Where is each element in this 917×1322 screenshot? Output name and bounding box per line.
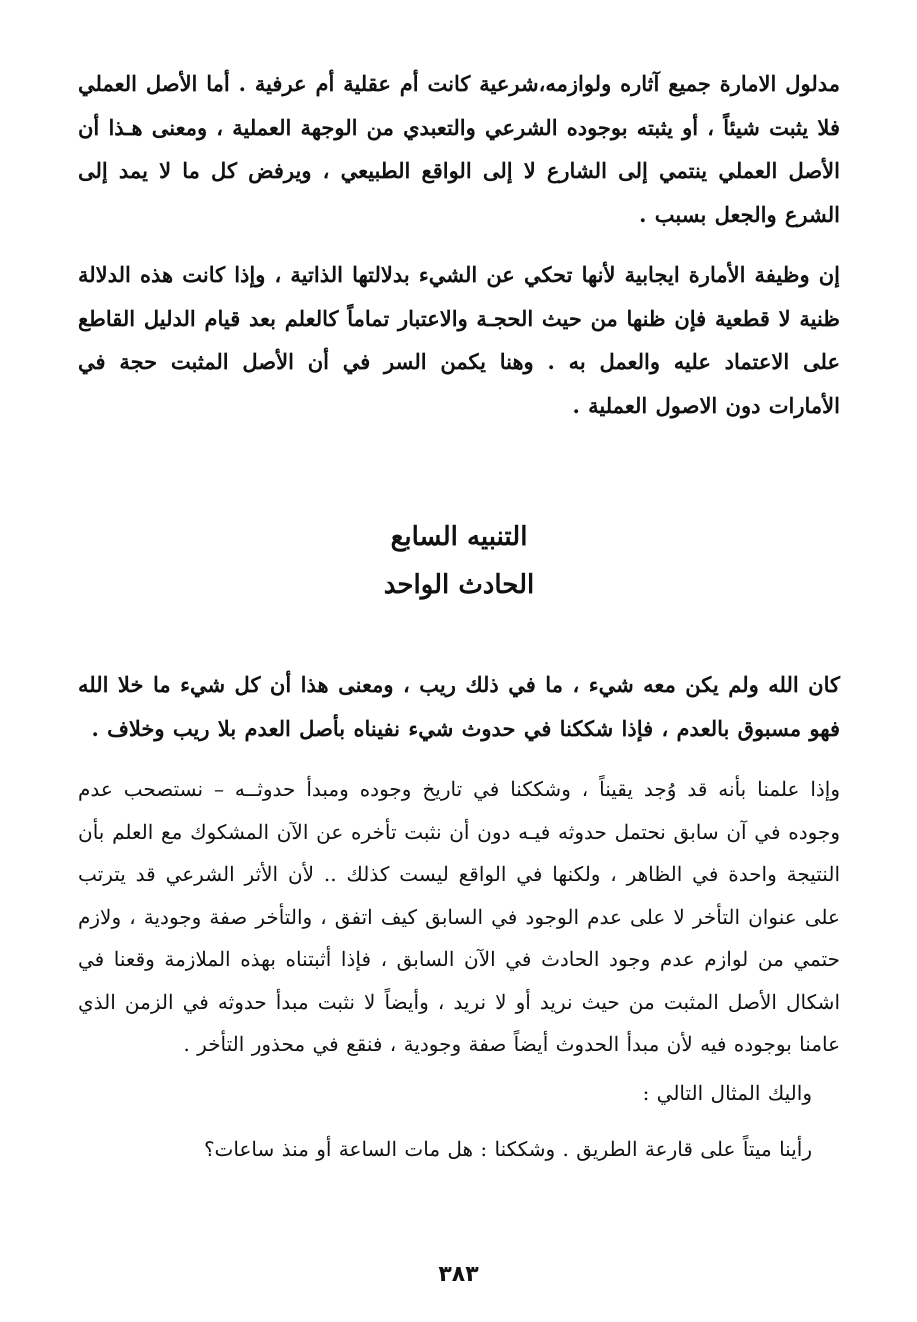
paragraph-amara-function: إن وظيفة الأمارة ايجابية لأنها تحكي عن الشيء بدلالتها الذاتية ، وإذا كانت هذه الدلالة ظنية لا قطعية فإن ظنها من حيث الحجـة والاعتبار تماماً كالعلم بعد قيام الدليل القاطع على الاعتماد عليه والعمل به . وهنا يكمن السر في أن الأصل المثبت حجة في الأمارات دون الاصول العملية . bbox=[78, 262, 840, 418]
paragraph-istishab: وإذا علمنا بأنه قد وُجد يقيناً ، وشككنا في تاريخ وجوده ومبدأ حدوثــه – نستصحب عدم وجوده في آن سابق نحتمل حدوثه فيـه دون أن نثبت تأخره عن الآن المشكوك مع العلم بأن النتيجة واحدة في الظاهر ، ولكنها في الواقع ليست كذلك .. لأن الأثر الشرعي قد يترتب على عنوان التأخر لا على عدم الوجود في السابق كيف اتفق ، والتأخر صفة وجودية ، ولازم حتمي من لوازم عدم وجود الحادث في الآن السابق ، فإذا أثبتناه بهذه الملازمة وقعنا في اشكال الأصل المثبت من حيث نريد أو لا نريد ، وأيضاً لا نثبت مبدأ حدوثه في الزمن الذي عامنا بوجوده فيه لأن مبدأ الحدوث أيضاً صفة وجودية ، فنقع في محذور التأخر . bbox=[78, 777, 840, 1056]
page-number: ٣٨٣ bbox=[438, 1262, 479, 1287]
paragraph-god-existence: كان الله ولم يكن معه شيء ، ما في ذلك ريب ، ومعنى هذا أن كل شيء ما خلا الله فهو مسبوق بالعدم ، فإذا شككنا في حدوث شيء نفيناه بأصل العدم بلا ريب وخلاف . bbox=[78, 672, 840, 741]
section-heading bbox=[78, 513, 840, 609]
paragraph-amara-vs-asl: مدلول الامارة جميع آثاره ولوازمه،شرعية كانت أم عقلية أم عرفية . أما الأصل العملي فلا يثبت شيئاً ، أو يثبته بوجوده الشرعي والتعبدي من الوجهة العملية ، ومعنى هـذا أن الأصل العملي ينتمي إلى الشارع لا إلى الواقع الطبيعي ، ويرفض كل ما لا يمد إلى الشرع والجعل بسبب . bbox=[78, 71, 840, 227]
page-content bbox=[78, 62, 840, 1171]
section-heading-title: التنبيه السابع bbox=[390, 522, 528, 552]
section-heading-subtitle: الحادث الواحد bbox=[383, 570, 535, 600]
paragraph-example: رأينا ميتاً على قارعة الطريق . وشككنا : هل مات الساعة أو منذ ساعات؟ bbox=[203, 1137, 812, 1161]
paragraph-example-intro: واليك المثال التالي : bbox=[642, 1080, 812, 1105]
